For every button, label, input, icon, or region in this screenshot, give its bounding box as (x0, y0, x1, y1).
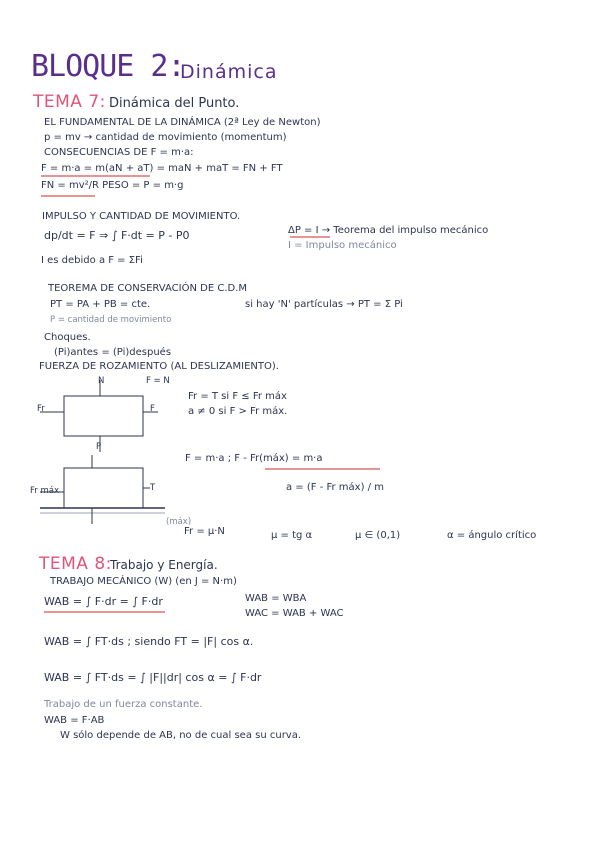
tema8-line-1: TRABAJO MECÁNICO (W) (en J = N·m) (50, 576, 237, 587)
block-2 (64, 468, 143, 508)
tema7-line-3: CONSECUENCIAS DE F = m·a: (44, 147, 194, 158)
tema7-line-12: PT = PA + PB = cte. (50, 299, 151, 310)
tema8-line-7: Trabajo de un fuerza constante. (44, 699, 203, 710)
tema7-line-23: μ = tg α (271, 530, 313, 541)
tema7-line-15: Choques. (44, 332, 91, 343)
diagram-label-n: N (98, 376, 105, 386)
tema7-line-11: TEOREMA DE CONSERVACIÓN DE C.D.M (48, 283, 248, 294)
tema7-line-7: dp/dt = F ⇒ ∫ F·dt = P - P0 (44, 229, 190, 242)
tema7-line-13: P = cantidad de movimiento (50, 315, 172, 325)
tema8-line-4: WAC = WAB + WAC (245, 608, 344, 619)
tema7-line-20: F = m·a ; F - Fr(máx) = m·a (185, 453, 323, 464)
tema7-line-22: Fr = μ·N (184, 526, 225, 537)
tema8-line-2: WAB = ∫ F·dr = ∫ F·dr (44, 595, 163, 608)
tema7-line-19: a ≠ 0 si F > Fr máx. (188, 406, 288, 417)
diagram-label-f: F (150, 404, 155, 414)
tema8-name: Trabajo y Energía. (110, 558, 218, 572)
tema7-line-21: a = (F - Fr máx) / m (286, 482, 384, 493)
diagram-label-p: P (96, 442, 102, 452)
diagram-label-fn: F = N (146, 376, 170, 386)
diagram-label-fr: Fr (37, 404, 45, 414)
diagram-label-t: T (150, 483, 156, 493)
tema7-line-9: I = Impulso mecánico (288, 240, 397, 251)
block-1 (64, 396, 143, 436)
tema8-line-6: WAB = ∫ FT·ds = ∫ |F||dr| cos α = ∫ F·dr (44, 671, 262, 684)
tema7-line-17: FUERZA DE ROZAMIENTO (AL DESLIZAMIENTO). (39, 361, 279, 372)
tema7-line-18: Fr = T si F ≤ Fr máx (188, 391, 287, 402)
tema7-line-14: si hay 'N' partículas → PT = Σ Pi (245, 299, 403, 310)
diagram-label-max: (máx) (166, 517, 192, 527)
tema7-line-4: F = m·a = m(aN + aT) = maN + maT = FN + FT (41, 163, 283, 174)
page-title: BLOQUE 2: (31, 49, 185, 84)
tema8-label: TEMA 8: (39, 554, 112, 574)
page-title-suffix: Dinámica (180, 61, 278, 83)
tema7-name: Dinámica del Punto. (109, 96, 240, 111)
tema7-label: TEMA 7: (33, 92, 106, 112)
tema7-line-24: μ ∈ (0,1) (355, 530, 401, 541)
tema7-line-10: I es debido a F = ΣFi (41, 255, 143, 266)
tema7-line-8: ΔP = I → Teorema del impulso mecánico (288, 225, 489, 236)
tema8-line-3: WAB = WBA (245, 593, 307, 604)
tema7-line-5: FN = mv²/R PESO = P = m·g (41, 180, 184, 191)
tema8-line-8: WAB = F·AB (44, 715, 105, 726)
tema8-line-9: W sólo depende de AB, no de cual sea su curva. (60, 730, 302, 741)
tema7-line-1: EL FUNDAMENTAL DE LA DINÁMICA (2ª Ley de Newton) (44, 117, 321, 128)
tema7-line-6: IMPULSO Y CANTIDAD DE MOVIMIENTO. (42, 211, 241, 222)
tema7-line-2: p = mv → cantidad de movimiento (momentum) (44, 132, 287, 143)
diagram-label-frmax: Fr máx (30, 486, 59, 496)
tema7-line-25: α = ángulo crítico (447, 530, 537, 541)
tema8-line-5: WAB = ∫ FT·ds ; siendo FT = |F| cos α. (44, 635, 254, 648)
tema7-line-16: (Pi)antes = (Pi)después (54, 347, 172, 358)
